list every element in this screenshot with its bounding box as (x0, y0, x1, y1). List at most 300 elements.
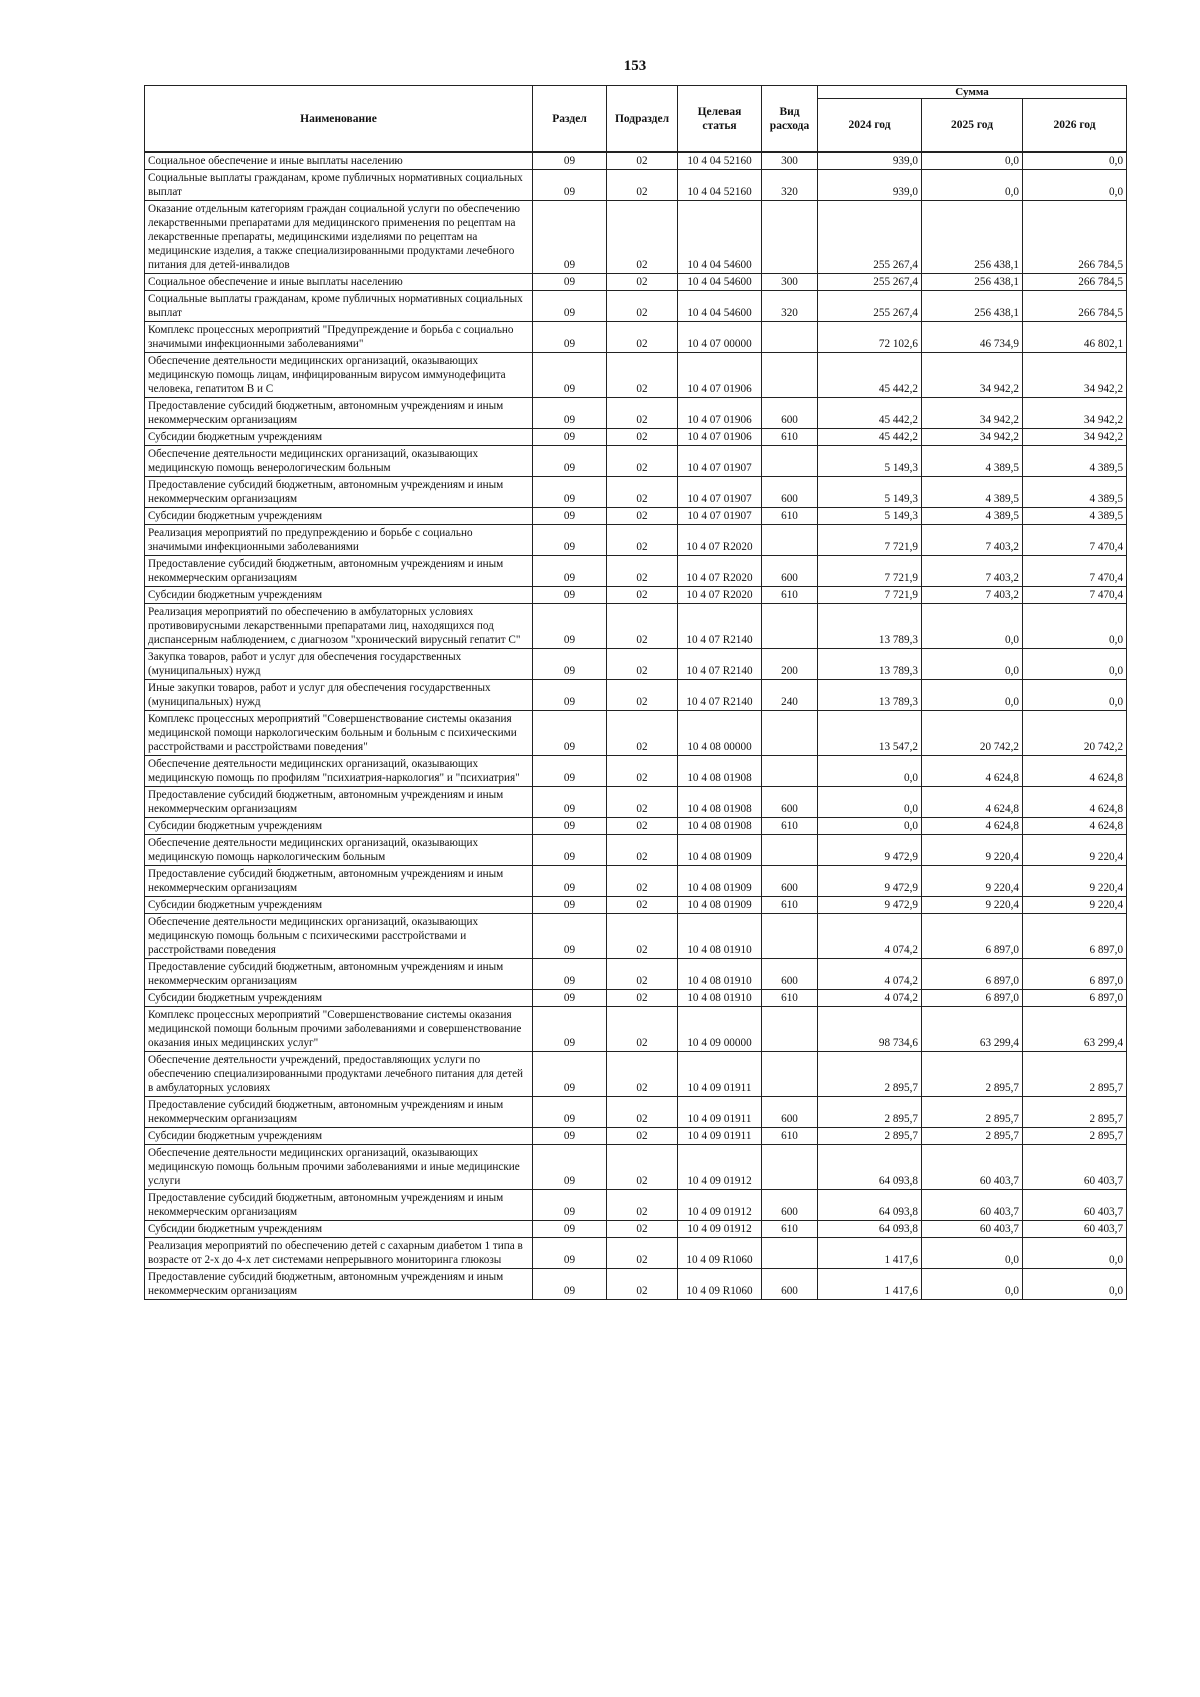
cell-2024: 64 093,8 (818, 1190, 922, 1221)
cell-expense-type: 300 (762, 152, 818, 170)
table-row (145, 508, 1127, 525)
cell-2026: 2 895,7 (1023, 1128, 1127, 1145)
cell-2025: 4 624,8 (922, 787, 1023, 818)
cell-expense-type (762, 201, 818, 274)
cell-2026: 60 403,7 (1023, 1190, 1127, 1221)
cell-podrazdel: 02 (607, 1145, 678, 1190)
cell-expense-type: 320 (762, 291, 818, 322)
cell-2024: 4 074,2 (818, 959, 922, 990)
cell-2024: 5 149,3 (818, 477, 922, 508)
table-row (145, 398, 1127, 429)
cell-razdel: 09 (533, 756, 607, 787)
cell-target-article: 10 4 08 01908 (678, 818, 762, 835)
cell-target-article: 10 4 08 01910 (678, 990, 762, 1007)
cell-expense-type: 600 (762, 477, 818, 508)
cell-razdel: 09 (533, 322, 607, 353)
cell-podrazdel: 02 (607, 587, 678, 604)
cell-expense-type (762, 604, 818, 649)
cell-target-article: 10 4 04 54600 (678, 201, 762, 274)
table-row (145, 1145, 1127, 1190)
cell-podrazdel: 02 (607, 508, 678, 525)
cell-2024: 45 442,2 (818, 429, 922, 446)
cell-2025: 60 403,7 (922, 1190, 1023, 1221)
cell-name: Социальные выплаты гражданам, кроме публичных нормативных социальных выплат (145, 291, 533, 322)
cell-target-article: 10 4 07 01907 (678, 508, 762, 525)
cell-target-article: 10 4 04 54600 (678, 274, 762, 291)
cell-2026: 0,0 (1023, 1238, 1127, 1269)
cell-razdel: 09 (533, 604, 607, 649)
cell-target-article: 10 4 07 R2020 (678, 525, 762, 556)
cell-razdel: 09 (533, 866, 607, 897)
table-row (145, 1238, 1127, 1269)
cell-podrazdel: 02 (607, 680, 678, 711)
cell-2025: 9 220,4 (922, 866, 1023, 897)
cell-razdel: 09 (533, 680, 607, 711)
cell-2024: 9 472,9 (818, 835, 922, 866)
cell-2024: 255 267,4 (818, 201, 922, 274)
cell-name: Реализация мероприятий по обеспечению детей с сахарным диабетом 1 типа в возрасте от 2-х до 4-х лет системами непрерывного мониторинга глюкозы (145, 1238, 533, 1269)
cell-podrazdel: 02 (607, 649, 678, 680)
cell-target-article: 10 4 07 R2140 (678, 649, 762, 680)
cell-podrazdel: 02 (607, 1097, 678, 1128)
cell-razdel: 09 (533, 835, 607, 866)
cell-expense-type (762, 914, 818, 959)
cell-target-article: 10 4 08 01910 (678, 914, 762, 959)
cell-name: Предоставление субсидий бюджетным, автономным учреждениям и иным некоммерческим организациям (145, 959, 533, 990)
table-row (145, 914, 1127, 959)
cell-name: Субсидии бюджетным учреждениям (145, 1128, 533, 1145)
header-razdel: Раздел (533, 86, 607, 153)
cell-2026: 34 942,2 (1023, 429, 1127, 446)
cell-podrazdel: 02 (607, 1238, 678, 1269)
header-name: Наименование (145, 86, 533, 153)
cell-podrazdel: 02 (607, 1190, 678, 1221)
cell-2025: 7 403,2 (922, 525, 1023, 556)
cell-razdel: 09 (533, 1128, 607, 1145)
cell-2024: 1 417,6 (818, 1269, 922, 1300)
cell-2024: 13 789,3 (818, 680, 922, 711)
cell-2024: 939,0 (818, 170, 922, 201)
cell-razdel: 09 (533, 1052, 607, 1097)
cell-2026: 0,0 (1023, 604, 1127, 649)
budget-table-container (144, 85, 1126, 1300)
cell-2024: 13 547,2 (818, 711, 922, 756)
table-row (145, 649, 1127, 680)
table-row (145, 322, 1127, 353)
table-row (145, 429, 1127, 446)
header-expense-type: Вид расхода (762, 86, 818, 153)
cell-2025: 0,0 (922, 152, 1023, 170)
cell-2025: 4 389,5 (922, 477, 1023, 508)
cell-2026: 60 403,7 (1023, 1145, 1127, 1190)
table-row (145, 587, 1127, 604)
cell-2026: 34 942,2 (1023, 353, 1127, 398)
cell-expense-type: 610 (762, 818, 818, 835)
cell-name: Закупка товаров, работ и услуг для обеспечения государственных (муниципальных) нужд (145, 649, 533, 680)
cell-2026: 2 895,7 (1023, 1052, 1127, 1097)
cell-target-article: 10 4 09 01912 (678, 1190, 762, 1221)
cell-2026: 0,0 (1023, 152, 1127, 170)
cell-2024: 7 721,9 (818, 556, 922, 587)
cell-2025: 9 220,4 (922, 835, 1023, 866)
cell-podrazdel: 02 (607, 429, 678, 446)
cell-2025: 256 438,1 (922, 291, 1023, 322)
table-row (145, 604, 1127, 649)
cell-2025: 46 734,9 (922, 322, 1023, 353)
cell-expense-type: 610 (762, 429, 818, 446)
cell-name: Обеспечение деятельности медицинских организаций, оказывающих медицинскую помощь по профилям "психиатрия-наркология" и "психиатрия" (145, 756, 533, 787)
table-row (145, 1097, 1127, 1128)
cell-razdel: 09 (533, 818, 607, 835)
table-row (145, 990, 1127, 1007)
cell-name: Субсидии бюджетным учреждениям (145, 429, 533, 446)
table-row (145, 274, 1127, 291)
cell-target-article: 10 4 08 01909 (678, 835, 762, 866)
cell-razdel: 09 (533, 556, 607, 587)
header-year-2024: 2024 год (818, 99, 922, 153)
cell-podrazdel: 02 (607, 353, 678, 398)
cell-2025: 0,0 (922, 1238, 1023, 1269)
cell-razdel: 09 (533, 152, 607, 170)
cell-2026: 9 220,4 (1023, 866, 1127, 897)
cell-2025: 34 942,2 (922, 398, 1023, 429)
cell-2024: 4 074,2 (818, 990, 922, 1007)
cell-2024: 72 102,6 (818, 322, 922, 353)
cell-razdel: 09 (533, 508, 607, 525)
cell-name: Обеспечение деятельности медицинских организаций, оказывающих медицинскую помощь лицам, инфицированным вирусом иммунодефицита человека, гепатитом В и С (145, 353, 533, 398)
cell-expense-type: 600 (762, 1097, 818, 1128)
cell-razdel: 09 (533, 959, 607, 990)
cell-podrazdel: 02 (607, 835, 678, 866)
cell-expense-type (762, 1238, 818, 1269)
cell-razdel: 09 (533, 711, 607, 756)
cell-2024: 7 721,9 (818, 525, 922, 556)
cell-razdel: 09 (533, 525, 607, 556)
cell-razdel: 09 (533, 446, 607, 477)
cell-2026: 2 895,7 (1023, 1097, 1127, 1128)
cell-razdel: 09 (533, 1221, 607, 1238)
table-row (145, 835, 1127, 866)
table-row (145, 897, 1127, 914)
table-row (145, 866, 1127, 897)
table-row (145, 477, 1127, 508)
cell-2025: 4 389,5 (922, 446, 1023, 477)
cell-2024: 255 267,4 (818, 291, 922, 322)
cell-2026: 7 470,4 (1023, 556, 1127, 587)
cell-name: Реализация мероприятий по предупреждению и борьбе с социально значимыми инфекционными заболеваниями (145, 525, 533, 556)
table-row (145, 525, 1127, 556)
cell-2026: 6 897,0 (1023, 959, 1127, 990)
cell-name: Субсидии бюджетным учреждениям (145, 587, 533, 604)
header-year-2025: 2025 год (922, 99, 1023, 153)
cell-expense-type (762, 1145, 818, 1190)
cell-2026: 0,0 (1023, 680, 1127, 711)
cell-razdel: 09 (533, 398, 607, 429)
cell-target-article: 10 4 07 01907 (678, 477, 762, 508)
cell-2025: 60 403,7 (922, 1221, 1023, 1238)
cell-target-article: 10 4 07 R2140 (678, 680, 762, 711)
cell-expense-type: 200 (762, 649, 818, 680)
header-sum-group: Сумма (818, 86, 1127, 99)
cell-2025: 0,0 (922, 170, 1023, 201)
cell-razdel: 09 (533, 587, 607, 604)
cell-expense-type: 600 (762, 556, 818, 587)
cell-2026: 63 299,4 (1023, 1007, 1127, 1052)
cell-name: Предоставление субсидий бюджетным, автономным учреждениям и иным некоммерческим организациям (145, 477, 533, 508)
cell-2025: 9 220,4 (922, 897, 1023, 914)
cell-podrazdel: 02 (607, 1052, 678, 1097)
cell-podrazdel: 02 (607, 990, 678, 1007)
cell-podrazdel: 02 (607, 1007, 678, 1052)
cell-name: Комплекс процессных мероприятий "Совершенствование системы оказания медицинской помощи больным прочими заболеваниями и совершенствование оказания иных медицинских услуг" (145, 1007, 533, 1052)
cell-2026: 266 784,5 (1023, 201, 1127, 274)
cell-2024: 5 149,3 (818, 508, 922, 525)
cell-expense-type: 600 (762, 866, 818, 897)
table-row (145, 1221, 1127, 1238)
cell-2024: 9 472,9 (818, 897, 922, 914)
cell-2024: 64 093,8 (818, 1145, 922, 1190)
cell-name: Предоставление субсидий бюджетным, автономным учреждениям и иным некоммерческим организациям (145, 556, 533, 587)
table-body (145, 152, 1127, 1300)
cell-expense-type: 600 (762, 959, 818, 990)
cell-name: Предоставление субсидий бюджетным, автономным учреждениям и иным некоммерческим организациям (145, 1190, 533, 1221)
cell-name: Предоставление субсидий бюджетным, автономным учреждениям и иным некоммерческим организациям (145, 787, 533, 818)
cell-razdel: 09 (533, 291, 607, 322)
cell-podrazdel: 02 (607, 322, 678, 353)
cell-2024: 1 417,6 (818, 1238, 922, 1269)
table-row (145, 556, 1127, 587)
cell-razdel: 09 (533, 1190, 607, 1221)
cell-target-article: 10 4 04 54600 (678, 291, 762, 322)
cell-podrazdel: 02 (607, 914, 678, 959)
cell-2024: 45 442,2 (818, 398, 922, 429)
cell-target-article: 10 4 07 01906 (678, 353, 762, 398)
cell-2024: 4 074,2 (818, 914, 922, 959)
cell-2024: 9 472,9 (818, 866, 922, 897)
table-row (145, 1190, 1127, 1221)
table-row (145, 818, 1127, 835)
cell-2026: 4 624,8 (1023, 787, 1127, 818)
cell-2026: 20 742,2 (1023, 711, 1127, 756)
cell-2026: 6 897,0 (1023, 990, 1127, 1007)
cell-name: Субсидии бюджетным учреждениям (145, 508, 533, 525)
table-row (145, 446, 1127, 477)
cell-expense-type: 600 (762, 1190, 818, 1221)
cell-razdel: 09 (533, 429, 607, 446)
cell-name: Предоставление субсидий бюджетным, автономным учреждениям и иным некоммерческим организациям (145, 398, 533, 429)
table-row (145, 1269, 1127, 1300)
cell-expense-type: 610 (762, 1128, 818, 1145)
cell-razdel: 09 (533, 914, 607, 959)
table-row (145, 152, 1127, 170)
cell-2024: 0,0 (818, 787, 922, 818)
cell-target-article: 10 4 08 01909 (678, 897, 762, 914)
cell-2025: 4 624,8 (922, 818, 1023, 835)
cell-2026: 0,0 (1023, 649, 1127, 680)
cell-podrazdel: 02 (607, 1269, 678, 1300)
cell-target-article: 10 4 04 52160 (678, 152, 762, 170)
cell-name: Социальное обеспечение и иные выплаты населению (145, 274, 533, 291)
cell-expense-type (762, 353, 818, 398)
cell-podrazdel: 02 (607, 556, 678, 587)
table-row (145, 1128, 1127, 1145)
cell-2024: 2 895,7 (818, 1052, 922, 1097)
cell-name: Обеспечение деятельности медицинских организаций, оказывающих медицинскую помощь больным с психическими расстройствами и расстройствами поведения (145, 914, 533, 959)
cell-2026: 0,0 (1023, 1269, 1127, 1300)
cell-2026: 4 389,5 (1023, 508, 1127, 525)
cell-expense-type (762, 756, 818, 787)
cell-podrazdel: 02 (607, 866, 678, 897)
cell-name: Иные закупки товаров, работ и услуг для обеспечения государственных (муниципальных) нужд (145, 680, 533, 711)
cell-2026: 46 802,1 (1023, 322, 1127, 353)
cell-razdel: 09 (533, 1097, 607, 1128)
cell-podrazdel: 02 (607, 525, 678, 556)
cell-podrazdel: 02 (607, 291, 678, 322)
cell-2025: 256 438,1 (922, 274, 1023, 291)
cell-name: Предоставление субсидий бюджетным, автономным учреждениям и иным некоммерческим организациям (145, 866, 533, 897)
cell-2024: 0,0 (818, 818, 922, 835)
cell-expense-type (762, 322, 818, 353)
cell-target-article: 10 4 08 01909 (678, 866, 762, 897)
cell-podrazdel: 02 (607, 787, 678, 818)
cell-expense-type: 320 (762, 170, 818, 201)
table-row (145, 711, 1127, 756)
cell-podrazdel: 02 (607, 756, 678, 787)
cell-2026: 0,0 (1023, 170, 1127, 201)
cell-name: Субсидии бюджетным учреждениям (145, 1221, 533, 1238)
cell-2026: 6 897,0 (1023, 914, 1127, 959)
budget-table (144, 85, 1127, 1300)
cell-podrazdel: 02 (607, 201, 678, 274)
cell-2026: 4 624,8 (1023, 756, 1127, 787)
cell-expense-type: 610 (762, 897, 818, 914)
cell-name: Реализация мероприятий по обеспечению в амбулаторных условиях противовирусными лекарственными препаратами лиц, находящихся под диспансерным наблюдением, с диагнозом "хронический вирусный гепатит С" (145, 604, 533, 649)
cell-2025: 7 403,2 (922, 587, 1023, 604)
cell-target-article: 10 4 08 00000 (678, 711, 762, 756)
cell-2024: 13 789,3 (818, 604, 922, 649)
cell-name: Субсидии бюджетным учреждениям (145, 897, 533, 914)
cell-target-article: 10 4 09 R1060 (678, 1238, 762, 1269)
cell-razdel: 09 (533, 1145, 607, 1190)
cell-2026: 60 403,7 (1023, 1221, 1127, 1238)
cell-podrazdel: 02 (607, 152, 678, 170)
cell-expense-type: 610 (762, 990, 818, 1007)
cell-2024: 0,0 (818, 756, 922, 787)
cell-target-article: 10 4 09 01911 (678, 1097, 762, 1128)
cell-target-article: 10 4 07 00000 (678, 322, 762, 353)
cell-2025: 2 895,7 (922, 1128, 1023, 1145)
cell-target-article: 10 4 07 01906 (678, 398, 762, 429)
cell-2024: 45 442,2 (818, 353, 922, 398)
cell-razdel: 09 (533, 1238, 607, 1269)
cell-expense-type: 600 (762, 787, 818, 818)
cell-target-article: 10 4 09 01912 (678, 1145, 762, 1190)
cell-podrazdel: 02 (607, 477, 678, 508)
cell-2025: 34 942,2 (922, 429, 1023, 446)
cell-2024: 5 149,3 (818, 446, 922, 477)
cell-target-article: 10 4 09 01911 (678, 1128, 762, 1145)
cell-name: Комплекс процессных мероприятий "Предупреждение и борьба с социально значимыми инфекционными заболеваниями" (145, 322, 533, 353)
table-row (145, 201, 1127, 274)
cell-podrazdel: 02 (607, 1221, 678, 1238)
cell-podrazdel: 02 (607, 818, 678, 835)
cell-2025: 0,0 (922, 680, 1023, 711)
page-number: 153 (623, 58, 647, 74)
cell-name: Социальные выплаты гражданам, кроме публичных нормативных социальных выплат (145, 170, 533, 201)
cell-2025: 0,0 (922, 649, 1023, 680)
cell-expense-type: 610 (762, 508, 818, 525)
cell-podrazdel: 02 (607, 604, 678, 649)
cell-target-article: 10 4 08 01908 (678, 756, 762, 787)
cell-razdel: 09 (533, 274, 607, 291)
cell-expense-type (762, 835, 818, 866)
cell-2024: 2 895,7 (818, 1097, 922, 1128)
cell-2024: 2 895,7 (818, 1128, 922, 1145)
cell-expense-type (762, 525, 818, 556)
cell-razdel: 09 (533, 477, 607, 508)
cell-target-article: 10 4 04 52160 (678, 170, 762, 201)
cell-podrazdel: 02 (607, 398, 678, 429)
cell-expense-type: 610 (762, 1221, 818, 1238)
cell-razdel: 09 (533, 990, 607, 1007)
cell-razdel: 09 (533, 1007, 607, 1052)
cell-podrazdel: 02 (607, 1128, 678, 1145)
table-row (145, 1007, 1127, 1052)
cell-2026: 9 220,4 (1023, 835, 1127, 866)
cell-target-article: 10 4 08 01908 (678, 787, 762, 818)
cell-2025: 2 895,7 (922, 1097, 1023, 1128)
cell-2025: 60 403,7 (922, 1145, 1023, 1190)
cell-target-article: 10 4 09 00000 (678, 1007, 762, 1052)
cell-podrazdel: 02 (607, 446, 678, 477)
table-row (145, 291, 1127, 322)
cell-razdel: 09 (533, 787, 607, 818)
cell-name: Социальное обеспечение и иные выплаты населению (145, 152, 533, 170)
cell-target-article: 10 4 09 R1060 (678, 1269, 762, 1300)
cell-name: Субсидии бюджетным учреждениям (145, 990, 533, 1007)
cell-name: Предоставление субсидий бюджетным, автономным учреждениям и иным некоммерческим организациям (145, 1269, 533, 1300)
cell-podrazdel: 02 (607, 711, 678, 756)
header-target-article: Целевая статья (678, 86, 762, 153)
cell-expense-type: 600 (762, 1269, 818, 1300)
table-row (145, 756, 1127, 787)
cell-2025: 4 624,8 (922, 756, 1023, 787)
cell-2026: 9 220,4 (1023, 897, 1127, 914)
cell-2026: 7 470,4 (1023, 525, 1127, 556)
cell-expense-type: 300 (762, 274, 818, 291)
cell-2025: 256 438,1 (922, 201, 1023, 274)
table-row (145, 787, 1127, 818)
cell-target-article: 10 4 07 01906 (678, 429, 762, 446)
cell-2025: 6 897,0 (922, 990, 1023, 1007)
table-row (145, 353, 1127, 398)
cell-2026: 4 389,5 (1023, 446, 1127, 477)
cell-expense-type: 600 (762, 398, 818, 429)
cell-razdel: 09 (533, 1269, 607, 1300)
cell-2024: 7 721,9 (818, 587, 922, 604)
cell-expense-type: 610 (762, 587, 818, 604)
cell-expense-type: 240 (762, 680, 818, 711)
cell-razdel: 09 (533, 353, 607, 398)
cell-podrazdel: 02 (607, 170, 678, 201)
cell-2026: 4 389,5 (1023, 477, 1127, 508)
cell-expense-type (762, 1052, 818, 1097)
cell-2026: 266 784,5 (1023, 291, 1127, 322)
cell-target-article: 10 4 07 R2020 (678, 587, 762, 604)
cell-2026: 266 784,5 (1023, 274, 1127, 291)
cell-2025: 63 299,4 (922, 1007, 1023, 1052)
cell-name: Обеспечение деятельности учреждений, предоставляющих услуги по обеспечению специализированными продуктами лечебного питания для детей в амбулаторных условиях (145, 1052, 533, 1097)
